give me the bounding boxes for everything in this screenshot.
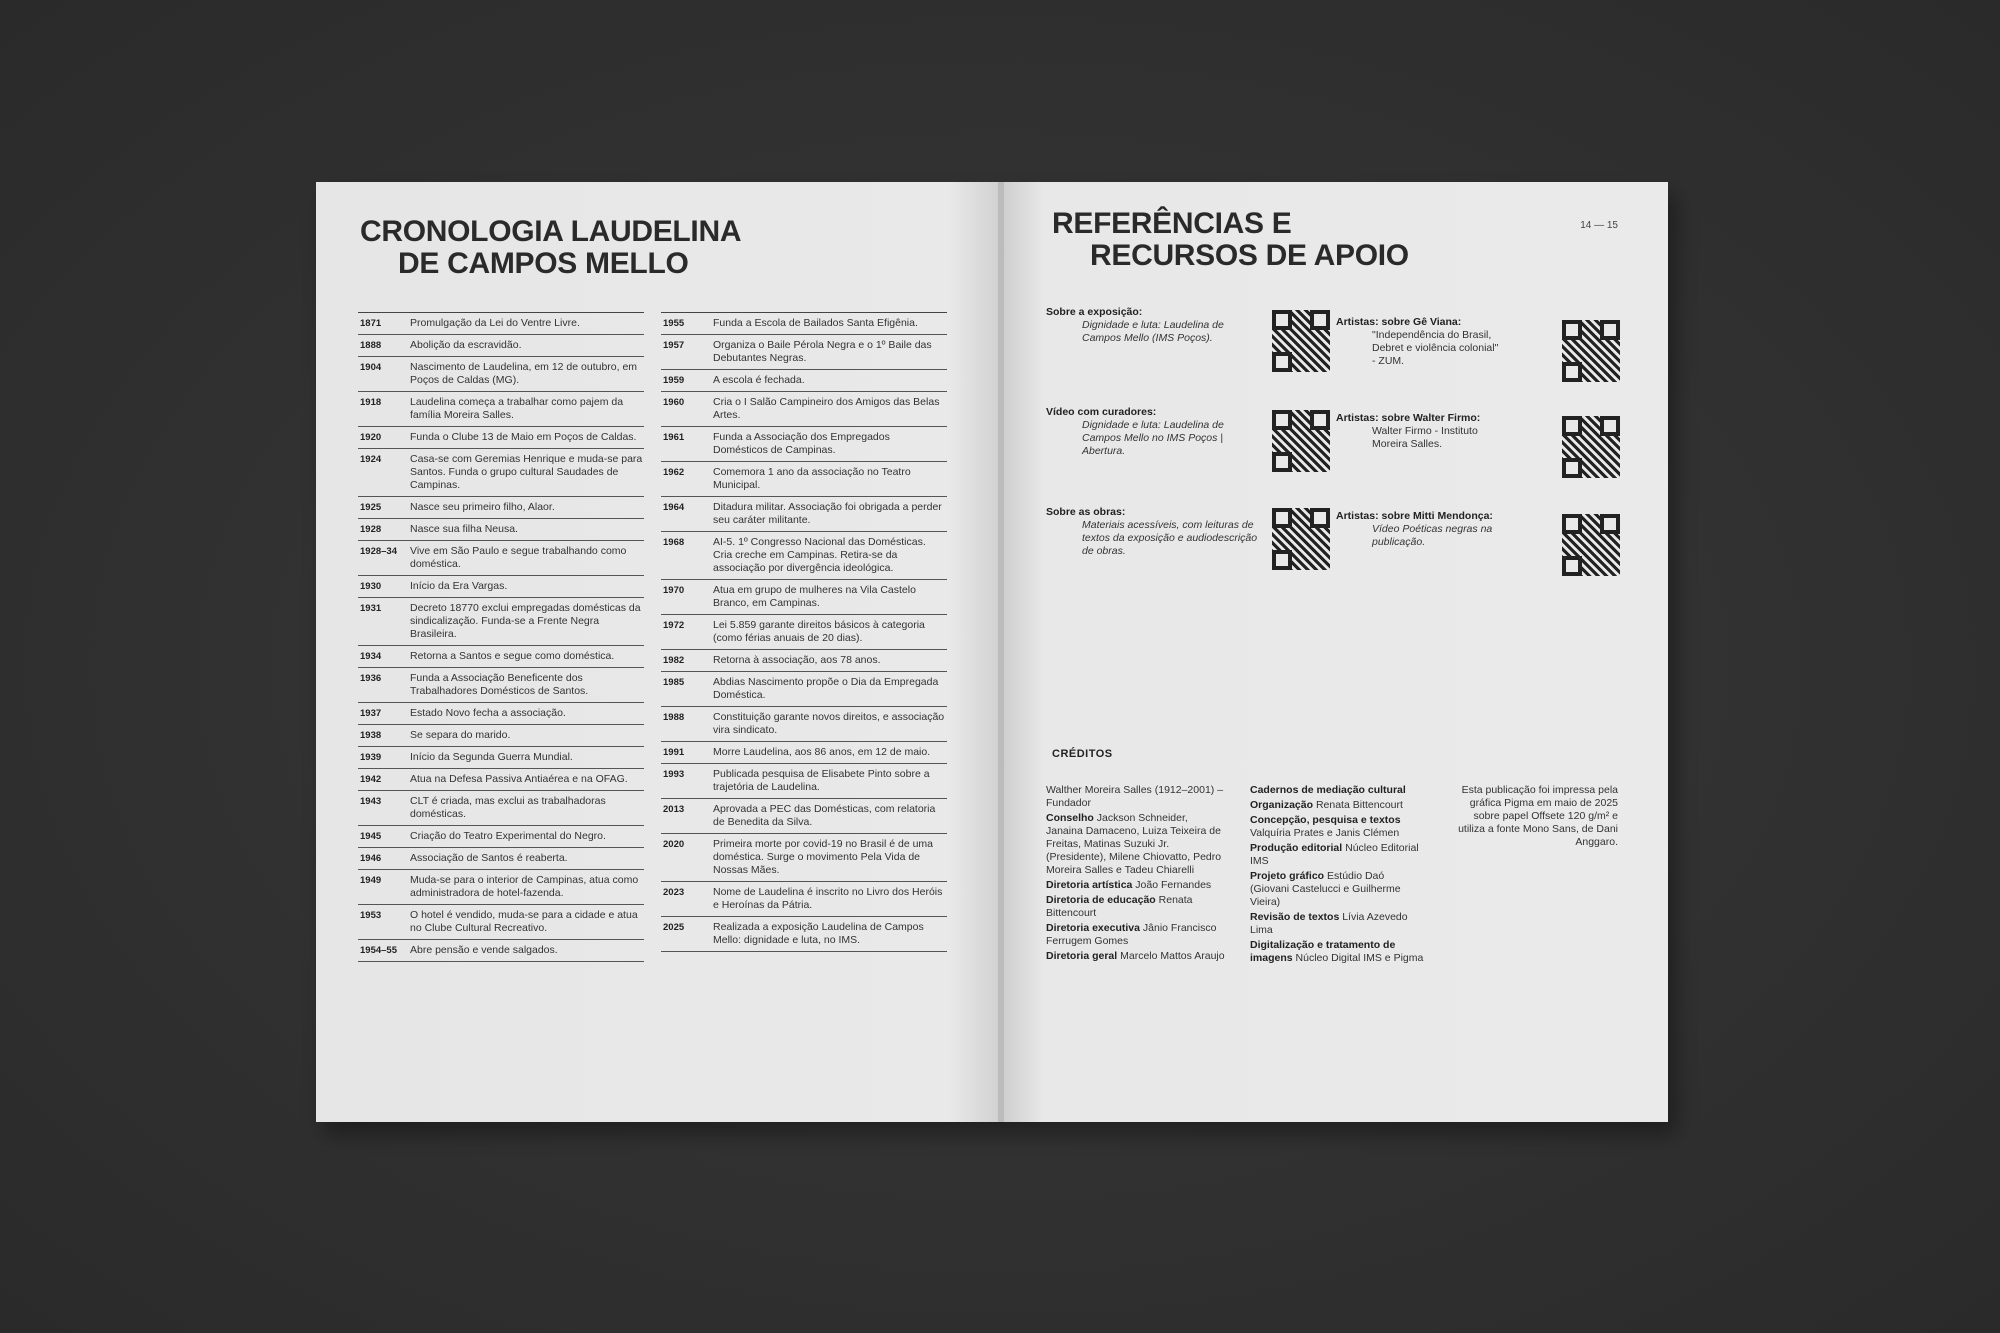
chronology-year: 1928 (360, 524, 382, 535)
chronology-row (358, 703, 644, 725)
ref-works (1046, 506, 1278, 558)
chronology-row (358, 905, 644, 940)
chronology-text: Promulgação da Lei do Ventre Livre. (410, 317, 580, 329)
chronology-year: 1946 (360, 853, 382, 864)
credit-role: Produção editorial (1250, 842, 1343, 854)
chronology-row (661, 392, 947, 427)
chronology-text: Lei 5.859 garante direitos básicos à categoria (como férias anuais de 20 dias). (713, 619, 925, 644)
chronology-row (358, 313, 644, 335)
credit-name: Valquíria Prates e Janis Clémen (1250, 827, 1400, 839)
open-booklet (316, 182, 1668, 1122)
credit-role: Organização (1250, 799, 1314, 811)
chronology-text: Aprovada a PEC das Domésticas, com relatoria de Benedita da Silva. (713, 803, 936, 828)
chronology-row (661, 370, 947, 392)
chronology-row (661, 764, 947, 799)
chronology-row (358, 357, 644, 392)
chronology-text: Início da Segunda Guerra Mundial. (410, 751, 573, 763)
chronology-text: Morre Laudelina, aos 86 anos, em 12 de maio. (713, 746, 931, 758)
credit-entry (1250, 939, 1426, 965)
chronology-row (358, 427, 644, 449)
chronology-text: Nasce seu primeiro filho, Alaor. (410, 501, 555, 513)
credit-role: Diretoria executiva (1046, 922, 1140, 934)
chronology-text: Casa-se com Geremias Henrique e muda-se para Santos. Funda o grupo cultural Saudades de Campinas. (410, 453, 643, 491)
credit-role: Diretoria artística (1046, 879, 1133, 891)
credit-entry (1046, 922, 1226, 948)
chronology-text: Primeira morte por covid-19 no Brasil é de uma doméstica. Surge o movimento Pela Vida de Nossas Mães. (713, 838, 934, 876)
credit-role: Digitalização e tratamento de imagens (1250, 939, 1396, 964)
chronology-year: 1972 (663, 620, 685, 631)
chronology-year: 1937 (360, 708, 382, 719)
ref-video (1046, 406, 1276, 458)
chronology-text: Decreto 18770 exclui empregadas domésticas da sindicalização. Funda-se a Frente Negra Brasileira. (410, 602, 641, 640)
chronology-row (661, 462, 947, 497)
ref-artist-mitti-mendonca (1336, 510, 1546, 549)
credit-entry (1250, 842, 1426, 868)
chronology-text: Publicada pesquisa de Elisabete Pinto sobre a trajetória de Laudelina. (713, 768, 930, 793)
credit-role: Cadernos de mediação cultural (1250, 784, 1406, 796)
qr-code-icon[interactable] (1272, 508, 1330, 570)
credits-column-1 (1046, 784, 1226, 965)
credit-entry (1046, 950, 1226, 963)
chronology-year: 1953 (360, 910, 382, 921)
chronology-text: CLT é criada, mas exclui as trabalhadoras domésticas. (410, 795, 606, 820)
chronology-year: 1904 (360, 362, 382, 373)
chronology-year: 1934 (360, 651, 382, 662)
chronology-year: 1943 (360, 796, 382, 807)
chronology-text: Organiza o Baile Pérola Negra e o 1º Baile das Debutantes Negras. (713, 339, 932, 364)
chronology-title (360, 216, 741, 280)
chronology-text: Funda a Escola de Bailados Santa Efigênia. (713, 317, 918, 329)
qr-code-icon[interactable] (1562, 320, 1620, 382)
chronology-row (661, 532, 947, 580)
credit-name: Renata Bittencourt (1046, 894, 1193, 919)
chronology-row (358, 392, 644, 427)
credit-role: Concepção, pesquisa e textos (1250, 814, 1401, 826)
ref-head: Artistas: sobre Gê Viana: (1336, 316, 1462, 328)
chronology-row (358, 598, 644, 646)
chronology-text: Vive em São Paulo e segue trabalhando como doméstica. (410, 545, 627, 570)
chronology-row (661, 917, 947, 952)
credit-name: Marcelo Mattos Araujo (1120, 950, 1225, 962)
chronology-year: 1945 (360, 831, 382, 842)
right-page (1004, 182, 1668, 1122)
chronology-year: 1942 (360, 774, 382, 785)
chronology-year: 1938 (360, 730, 382, 741)
chronology-year: 1930 (360, 581, 382, 592)
chronology-text: Estado Novo fecha a associação. (410, 707, 566, 719)
chronology-row (661, 672, 947, 707)
ref-head: Vídeo com curadores: (1046, 406, 1157, 418)
chronology-year: 1993 (663, 769, 685, 780)
qr-code-icon[interactable] (1272, 410, 1330, 472)
chronology-text: Se separa do marido. (410, 729, 511, 741)
chronology-year: 1960 (663, 397, 685, 408)
chronology-year: 1936 (360, 673, 382, 684)
chronology-title-line1: CRONOLOGIA LAUDELINA (360, 215, 742, 248)
chronology-row (358, 791, 644, 826)
chronology-row (661, 834, 947, 882)
chronology-text: Atua na Defesa Passiva Antiaérea e na OFAG. (410, 773, 628, 785)
chronology-year: 1970 (663, 585, 685, 596)
left-page (316, 182, 1004, 1122)
credit-role: Diretoria de educação (1046, 894, 1156, 906)
credit-entry (1250, 814, 1426, 840)
qr-code-icon[interactable] (1272, 310, 1330, 372)
chronology-text: Muda-se para o interior de Campinas, atua como administradora de hotel-fazenda. (410, 874, 639, 899)
chronology-row (661, 580, 947, 615)
chronology-year: 1918 (360, 397, 382, 408)
chronology-year: 1988 (663, 712, 685, 723)
credit-role: Projeto gráfico (1250, 870, 1325, 882)
chronology-row (358, 747, 644, 769)
credit-entry (1250, 784, 1426, 797)
chronology-year: 1964 (663, 502, 685, 513)
chronology-row (661, 742, 947, 764)
chronology-year: 1888 (360, 340, 382, 351)
chronology-text: Cria o I Salão Campineiro dos Amigos das Belas Artes. (713, 396, 940, 421)
chronology-year: 1957 (663, 340, 685, 351)
references-title-line1: REFERÊNCIAS E (1052, 207, 1292, 240)
credit-role: Revisão de textos (1250, 911, 1340, 923)
chronology-text: Constituição garante novos direitos, e associação vira sindicato. (713, 711, 945, 736)
credit-name: Walther Moreira Salles (1912–2001) – Fundador (1046, 784, 1224, 809)
credit-name: Núcleo Editorial IMS (1250, 842, 1419, 867)
credit-entry (1046, 812, 1226, 877)
credit-entry (1250, 911, 1426, 937)
ref-body: Walter Firmo - Instituto Moreira Salles. (1372, 425, 1478, 450)
chronology-row (358, 870, 644, 905)
chronology-text: Abre pensão e vende salgados. (410, 944, 558, 956)
page-number: 14 — 15 (1580, 220, 1618, 231)
chronology-row (661, 427, 947, 462)
chronology-row (358, 541, 644, 576)
chronology-text: Funda a Associação dos Empregados Domésticos de Campinas. (713, 431, 890, 456)
chronology-year: 1939 (360, 752, 382, 763)
credit-role: Conselho (1046, 812, 1094, 824)
chronology-text: Nome de Laudelina é inscrito no Livro dos Heróis e Heroínas da Pátria. (713, 886, 943, 911)
chronology-text: AI-5. 1º Congresso Nacional das Domésticas. Cria creche em Campinas. Retira-se da associação por divergência ideológica. (713, 536, 926, 574)
chronology-column-1 (358, 312, 644, 962)
credit-name: Estúdio Daó (Giovani Castelucci e Guilherme Vieira) (1250, 870, 1401, 908)
chronology-row (358, 848, 644, 870)
credit-entry (1250, 870, 1426, 909)
qr-code-icon[interactable] (1562, 514, 1620, 576)
credit-name: Renata Bittencourt (1315, 799, 1403, 811)
ref-body: Dignidade e luta: Laudelina de Campos Mello (IMS Poços). (1082, 319, 1224, 344)
chronology-year: 1961 (663, 432, 685, 443)
chronology-row (358, 668, 644, 703)
colophon: Esta publicação foi impressa pela gráfica Pigma em maio de 2025 sobre papel Offsete 120 g/m² e utiliza a fonte Mono Sans, de Dani Anggaro. (1458, 784, 1618, 848)
chronology-row (661, 799, 947, 834)
chronology-text: Abdias Nascimento propõe o Dia da Empregada Doméstica. (713, 676, 939, 701)
chronology-text: Funda a Associação Beneficente dos Trabalhadores Domésticos de Santos. (410, 672, 589, 697)
chronology-year: 1928–34 (360, 546, 397, 557)
chronology-row (661, 882, 947, 917)
ref-exhibition (1046, 306, 1276, 345)
ref-body: Dignidade e luta: Laudelina de Campos Mello no IMS Poços | Abertura. (1082, 419, 1224, 457)
chronology-year: 1962 (663, 467, 685, 478)
chronology-row (661, 313, 947, 335)
chronology-text: Retorna à associação, aos 78 anos. (713, 654, 881, 666)
chronology-column-2 (661, 312, 947, 952)
chronology-year: 1954–55 (360, 945, 397, 956)
chronology-text: A escola é fechada. (713, 374, 805, 386)
chronology-text: Comemora 1 ano da associação no Teatro Municipal. (713, 466, 911, 491)
credit-entry (1046, 784, 1226, 810)
credit-name: Lívia Azevedo Lima (1250, 911, 1408, 936)
chronology-year: 2025 (663, 922, 685, 933)
chronology-text: Nascimento de Laudelina, em 12 de outubro, em Poços de Caldas (MG). (410, 361, 638, 386)
credit-role: Diretoria geral (1046, 950, 1118, 962)
chronology-row (358, 769, 644, 791)
chronology-row (358, 335, 644, 357)
chronology-year: 2013 (663, 804, 685, 815)
chronology-year: 2023 (663, 887, 685, 898)
ref-artist-walter-firmo (1336, 412, 1546, 451)
ref-artist-ge-viana (1336, 316, 1536, 368)
chronology-row (661, 650, 947, 672)
ref-body: Materiais acessíveis, com leituras de textos da exposição e audiodescrição de obras. (1082, 519, 1258, 557)
chronology-year: 2020 (663, 839, 685, 850)
chronology-row (358, 725, 644, 747)
chronology-year: 1968 (663, 537, 685, 548)
chronology-year: 1985 (663, 677, 685, 688)
chronology-text: Ditadura militar. Associação foi obrigada a perder seu caráter militante. (713, 501, 942, 526)
chronology-row (661, 335, 947, 370)
chronology-text: Atua em grupo de mulheres na Vila Castelo Branco, em Campinas. (713, 584, 916, 609)
credit-name: Jackson Schneider, Janaina Damaceno, Luiza Teixeira de Freitas, Matinas Suzuki Jr. (Presidente), Milene Chiovatto, Pedro Moreira Salles e Tadeu Chiarelli (1046, 812, 1222, 876)
chronology-text: Criação do Teatro Experimental do Negro. (410, 830, 606, 842)
chronology-row (358, 826, 644, 848)
chronology-row (358, 519, 644, 541)
chronology-text: Início da Era Vargas. (410, 580, 508, 592)
chronology-year: 1955 (663, 318, 685, 329)
credit-entry (1046, 894, 1226, 920)
chronology-row (358, 497, 644, 519)
chronology-year: 1924 (360, 454, 382, 465)
chronology-text: Abolição da escravidão. (410, 339, 522, 351)
chronology-year: 1991 (663, 747, 685, 758)
credits-title: CRÉDITOS (1052, 748, 1113, 760)
ref-head: Artistas: sobre Mitti Mendonça: (1336, 510, 1493, 522)
chronology-year: 1920 (360, 432, 382, 443)
chronology-text: Nasce sua filha Neusa. (410, 523, 518, 535)
chronology-text: Funda o Clube 13 de Maio em Poços de Caldas. (410, 431, 637, 443)
chronology-year: 1982 (663, 655, 685, 666)
credits-column-2 (1250, 784, 1426, 967)
chronology-row (358, 449, 644, 497)
credit-name: Núcleo Digital IMS e Pigma (1295, 952, 1424, 964)
ref-head: Sobre as obras: (1046, 506, 1126, 518)
qr-code-icon[interactable] (1562, 416, 1620, 478)
chronology-year: 1925 (360, 502, 382, 513)
chronology-row (661, 615, 947, 650)
chronology-text: Laudelina começa a trabalhar como pajem da família Moreira Salles. (410, 396, 624, 421)
chronology-year: 1931 (360, 603, 382, 614)
chronology-row (661, 707, 947, 742)
ref-body: "Independência do Brasil, Debret e violência colonial" - ZUM. (1372, 329, 1499, 367)
chronology-year: 1959 (663, 375, 685, 386)
references-title (1052, 208, 1409, 272)
chronology-text: Realizada a exposição Laudelina de Campos Mello: dignidade e luta, no IMS. (713, 921, 924, 946)
chronology-row (358, 940, 644, 962)
chronology-row (661, 497, 947, 532)
chronology-year: 1871 (360, 318, 382, 329)
chronology-text: Retorna a Santos e segue como doméstica. (410, 650, 615, 662)
chronology-text: O hotel é vendido, muda-se para a cidade e atua no Clube Cultural Recreativo. (410, 909, 638, 934)
credit-name: João Fernandes (1135, 879, 1212, 891)
ref-head: Artistas: sobre Walter Firmo: (1336, 412, 1481, 424)
references-title-line2: RECURSOS DE APOIO (1090, 239, 1409, 272)
chronology-title-line2: DE CAMPOS MELLO (398, 247, 689, 280)
credit-entry (1250, 799, 1426, 812)
ref-head: Sobre a exposição: (1046, 306, 1143, 318)
chronology-row (358, 576, 644, 598)
chronology-row (358, 646, 644, 668)
chronology-text: Associação de Santos é reaberta. (410, 852, 568, 864)
credit-name: Jânio Francisco Ferrugem Gomes (1046, 922, 1217, 947)
chronology-year: 1949 (360, 875, 382, 886)
ref-body: Vídeo Poéticas negras na publicação. (1372, 523, 1493, 548)
credit-entry (1046, 879, 1226, 892)
